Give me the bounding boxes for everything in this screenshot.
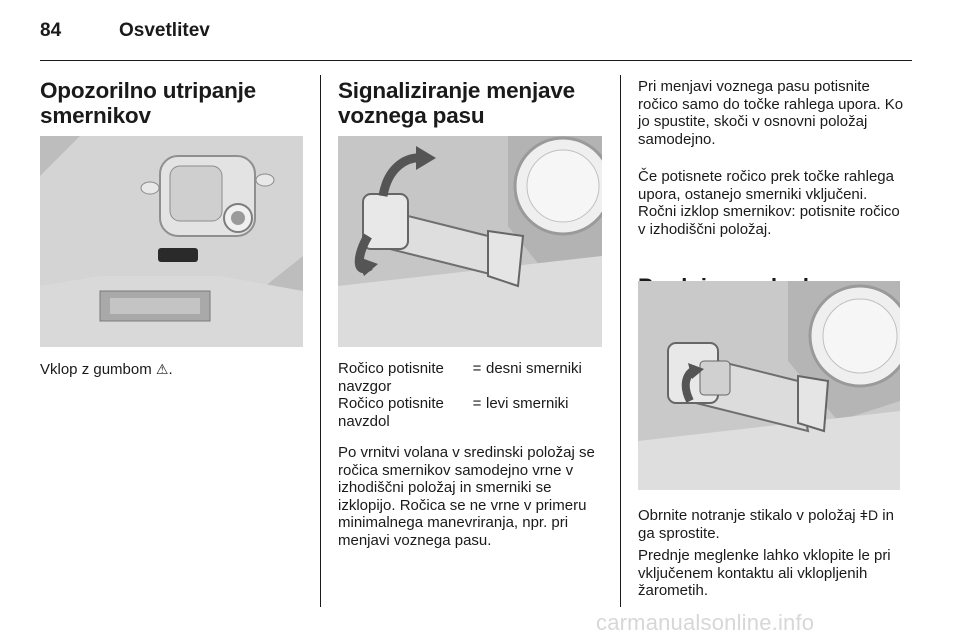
fog-light-caption: Obrnite notranje stikalo v položaj ǂD in ga sprostite. — [638, 507, 894, 542]
hazard-button-illustration — [40, 136, 303, 347]
header-rule — [40, 60, 912, 61]
column-divider-1 — [320, 75, 321, 607]
fog-light-icon: ǂD — [859, 507, 879, 523]
lane-change-heading: Signaliziranje menjave voznega pasu — [338, 78, 575, 128]
turn-signal-lever-illustration — [338, 136, 602, 347]
column-divider-2 — [620, 75, 621, 607]
lane-change-paragraph: Po vrnitvi volana v sredinski položaj se ročica smernikov samodejno vrne v izhodiščni položaj in smerniki se izklopijo. Ročica se ne vrne v primeru minimalnega manevriranja, npr. pri menjavi voznega pasu. — [338, 444, 595, 549]
lever-definition-table — [338, 360, 602, 430]
fog-light-paragraph: Prednje meglenke lahko vklopite le pri vključenem kontaktu ali vklopljenih žarometih. — [638, 547, 891, 599]
hazard-heading: Opozorilno utripanje smernikov — [40, 78, 256, 128]
hazard-caption: Vklop z gumbom ⚠. — [40, 361, 173, 378]
page-number: 84 — [40, 20, 62, 41]
section-title: Osvetlitev — [119, 20, 210, 41]
fog-light-switch-illustration — [638, 281, 900, 490]
lane-change-paragraph-3: Če potisnete ročico prek točke rahlega upora, ostanejo smerniki vključeni. Ročni izklop smernikov: potisnite ročico v izhodiščni položaj. — [638, 168, 900, 238]
table-row: Ročico potisnite navzdol = levi smerniki — [338, 395, 569, 430]
table-row: Ročico potisnite navzgor = desni smerniki — [338, 360, 582, 395]
lane-change-paragraph-2: Pri menjavi voznega pasu potisnite ročico samo do točke rahlega upora. Ko jo spustite, skoči v osnovni položaj samodejno. — [638, 78, 904, 148]
watermark: carmanualsonline.info — [596, 610, 815, 635]
hazard-triangle-icon: ⚠ — [155, 361, 169, 377]
